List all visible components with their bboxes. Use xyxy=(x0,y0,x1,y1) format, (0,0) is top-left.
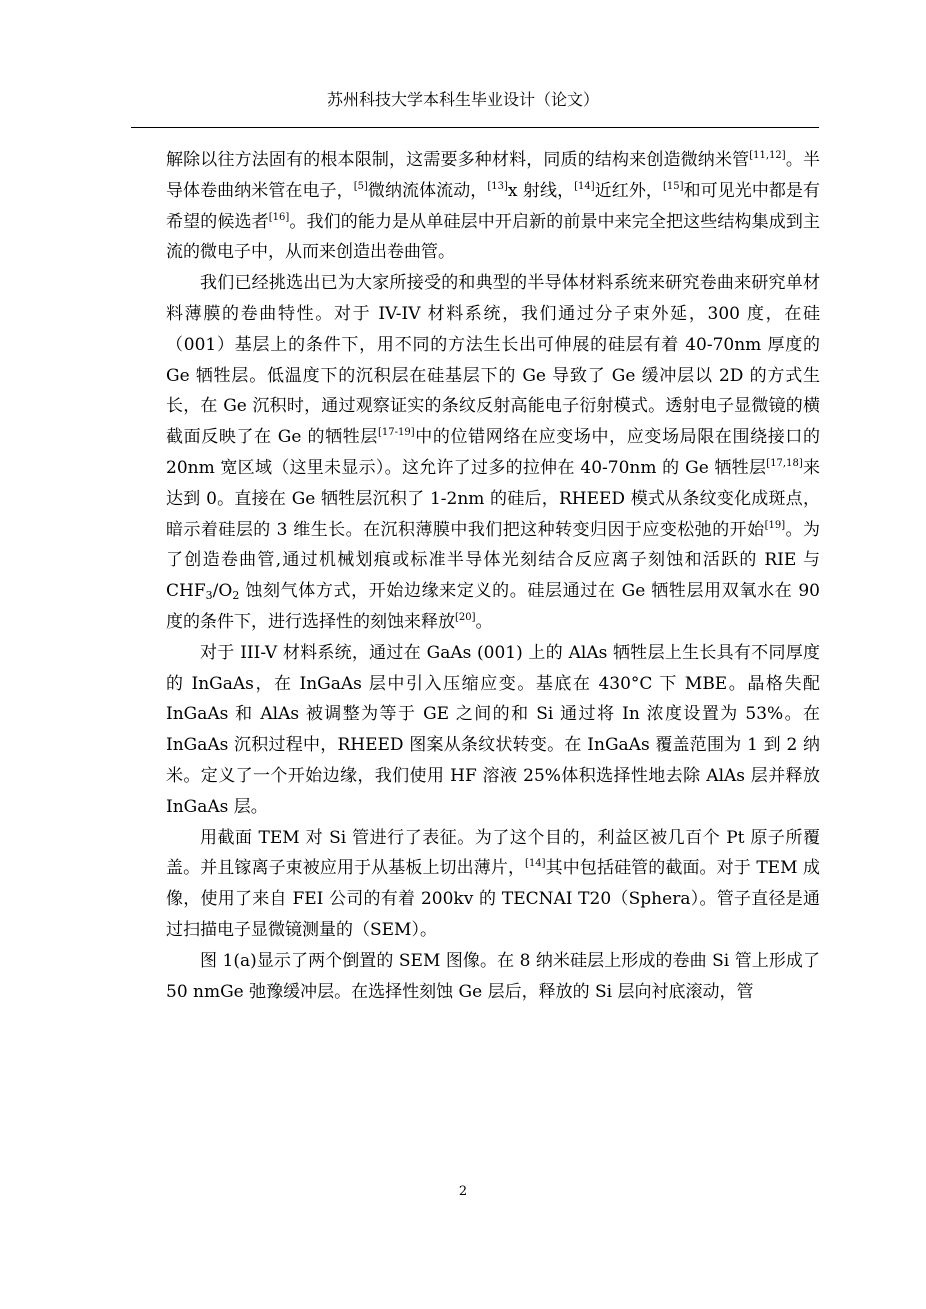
text-run: 。半导体卷曲纳米管在电子， xyxy=(166,150,821,201)
text-run: 和可见光中都是有希望的候选者 xyxy=(166,180,821,232)
paragraph-5 xyxy=(166,946,820,1008)
text-run: x 射线， xyxy=(507,180,575,201)
subscript: 2 xyxy=(232,589,240,603)
text-run: 对于 III-V 材料系统，通过在 GaAs (001) 上的 AlAs 牺牲层上生长具有不同厚度的 InGaAs，在 InGaAs 层中引入压缩应变。基底在 430°C 下 MBE。晶格失配 InGaAs 和 AlAs 被调整为等于 GE 之间的和 Si 通过将 In 浓度设置为 53%。在 InGaAs 沉积过程中，RHEED 图案从条纹状转变。在 InGaAs 覆盖范围为 1 到 2 纳米。定义了一个开始边缘，我们使用 HF 溶液 25%体积选择性地去除 AlAs 层并释放 InGaAs 层。 xyxy=(166,642,820,817)
citation-ref: [14] xyxy=(525,858,546,870)
citation-ref: [13] xyxy=(487,180,508,192)
text-run: 蚀刻气体方式，开始边缘来定义的。硅层通过在 Ge 牺牲层用双氧水在 90 度的条件下，进行选择性的刻蚀来释放 xyxy=(166,581,820,632)
paragraph-2 xyxy=(166,268,820,638)
page-number: 2 xyxy=(458,1184,468,1199)
citation-ref: [19] xyxy=(764,519,786,531)
citation-ref: [17,18] xyxy=(766,457,803,469)
text-run: 微纳流体流动， xyxy=(367,180,488,201)
text-run: 。为了创造卷曲管,通过机械划痕或标准半导体光刻结合反应离子刻蚀和活跃的 RIE 与 CHF xyxy=(166,519,821,602)
text-run: 。 xyxy=(475,611,493,632)
text-run: 其中包括硅管的截面。对于 TEM 成像，使用了来自 FEI 公司的有着 200kv 的 TECNAI T20（Sphera）。管子直径是通过扫描电子显微镜测量的（SEM）。 xyxy=(166,858,820,940)
text-run: 中的位错网络在应变场中，应变场局限在围绕接口的 20nm 宽区域（这里未显示）。这允许了过多的拉伸在 40-70nm 的 Ge 牺牲层 xyxy=(166,427,821,478)
citation-ref: [20] xyxy=(455,611,476,623)
citation-ref: [17-19] xyxy=(377,427,415,439)
text-run: 我们已经挑选出已为大家所接受的和典型的半导体材料系统来研究卷曲来研究单材料薄膜的卷曲特性。对于 IV-IV 材料系统，我们通过分子束外延，300 度，在硅（001）基层上的条件下，用不同的方法生长出可伸展的硅层有着 40-70nm 厚度的 Ge 牺牲层。低温度下的沉积层在硅基层下的 Ge 导致了 Ge 缓冲层以 2D 的方式生长，在 Ge 沉积时，通过观察证实的条纹反射高能电子衍射模式。透射电子显微镜的横截面反映了在 Ge 的牺牲层 xyxy=(166,273,820,448)
text-run: 解除以往方法固有的根本限制，这需要多种材料，同质的结构来创造微纳米管 xyxy=(166,150,750,170)
body-text xyxy=(166,145,820,1007)
citation-ref: [16] xyxy=(268,211,290,223)
citation-ref: [5] xyxy=(353,180,368,192)
subscript: 3 xyxy=(205,589,213,603)
text-run: 来达到 0。直接在 Ge 牺牲层沉积了 1-2nm 的硅后，RHEED 模式从条纹变化成斑点，暗示着硅层的 3 维生长。在沉积薄膜中我们把这种转变归因于应变松弛的开始 xyxy=(166,457,821,540)
paragraph-1 xyxy=(166,145,820,268)
text-run: /O xyxy=(212,581,233,602)
text-run: 近红外， xyxy=(594,180,663,201)
text-run: 。我们的能力是从单硅层中开启新的前景中来完全把这些结构集成到主流的微电子中，从而来创造出卷曲管。 xyxy=(166,211,821,263)
citation-ref: [14] xyxy=(574,180,595,192)
paragraph-3 xyxy=(166,638,820,823)
paragraph-4 xyxy=(166,823,820,946)
page-header-title: 苏州科技大学本科生毕业设计（论文） xyxy=(326,90,599,109)
text-run: 用截面 TEM 对 Si 管进行了表征。为了这个目的，利益区被几百个 Pt 原子所覆盖。并且镓离子束被应用于从基板上切出薄片， xyxy=(166,827,820,879)
citation-ref: [15] xyxy=(662,180,684,192)
citation-ref: [11,12] xyxy=(749,150,786,161)
header-divider xyxy=(131,127,819,128)
text-run: 图 1(a)显示了两个倒置的 SEM 图像。在 8 纳米硅层上形成的卷曲 Si 管上形成了 50 nmGe 弛豫缓冲层。在选择性刻蚀 Ge 层后，释放的 Si 层向衬底滚动，管 xyxy=(166,950,820,1002)
